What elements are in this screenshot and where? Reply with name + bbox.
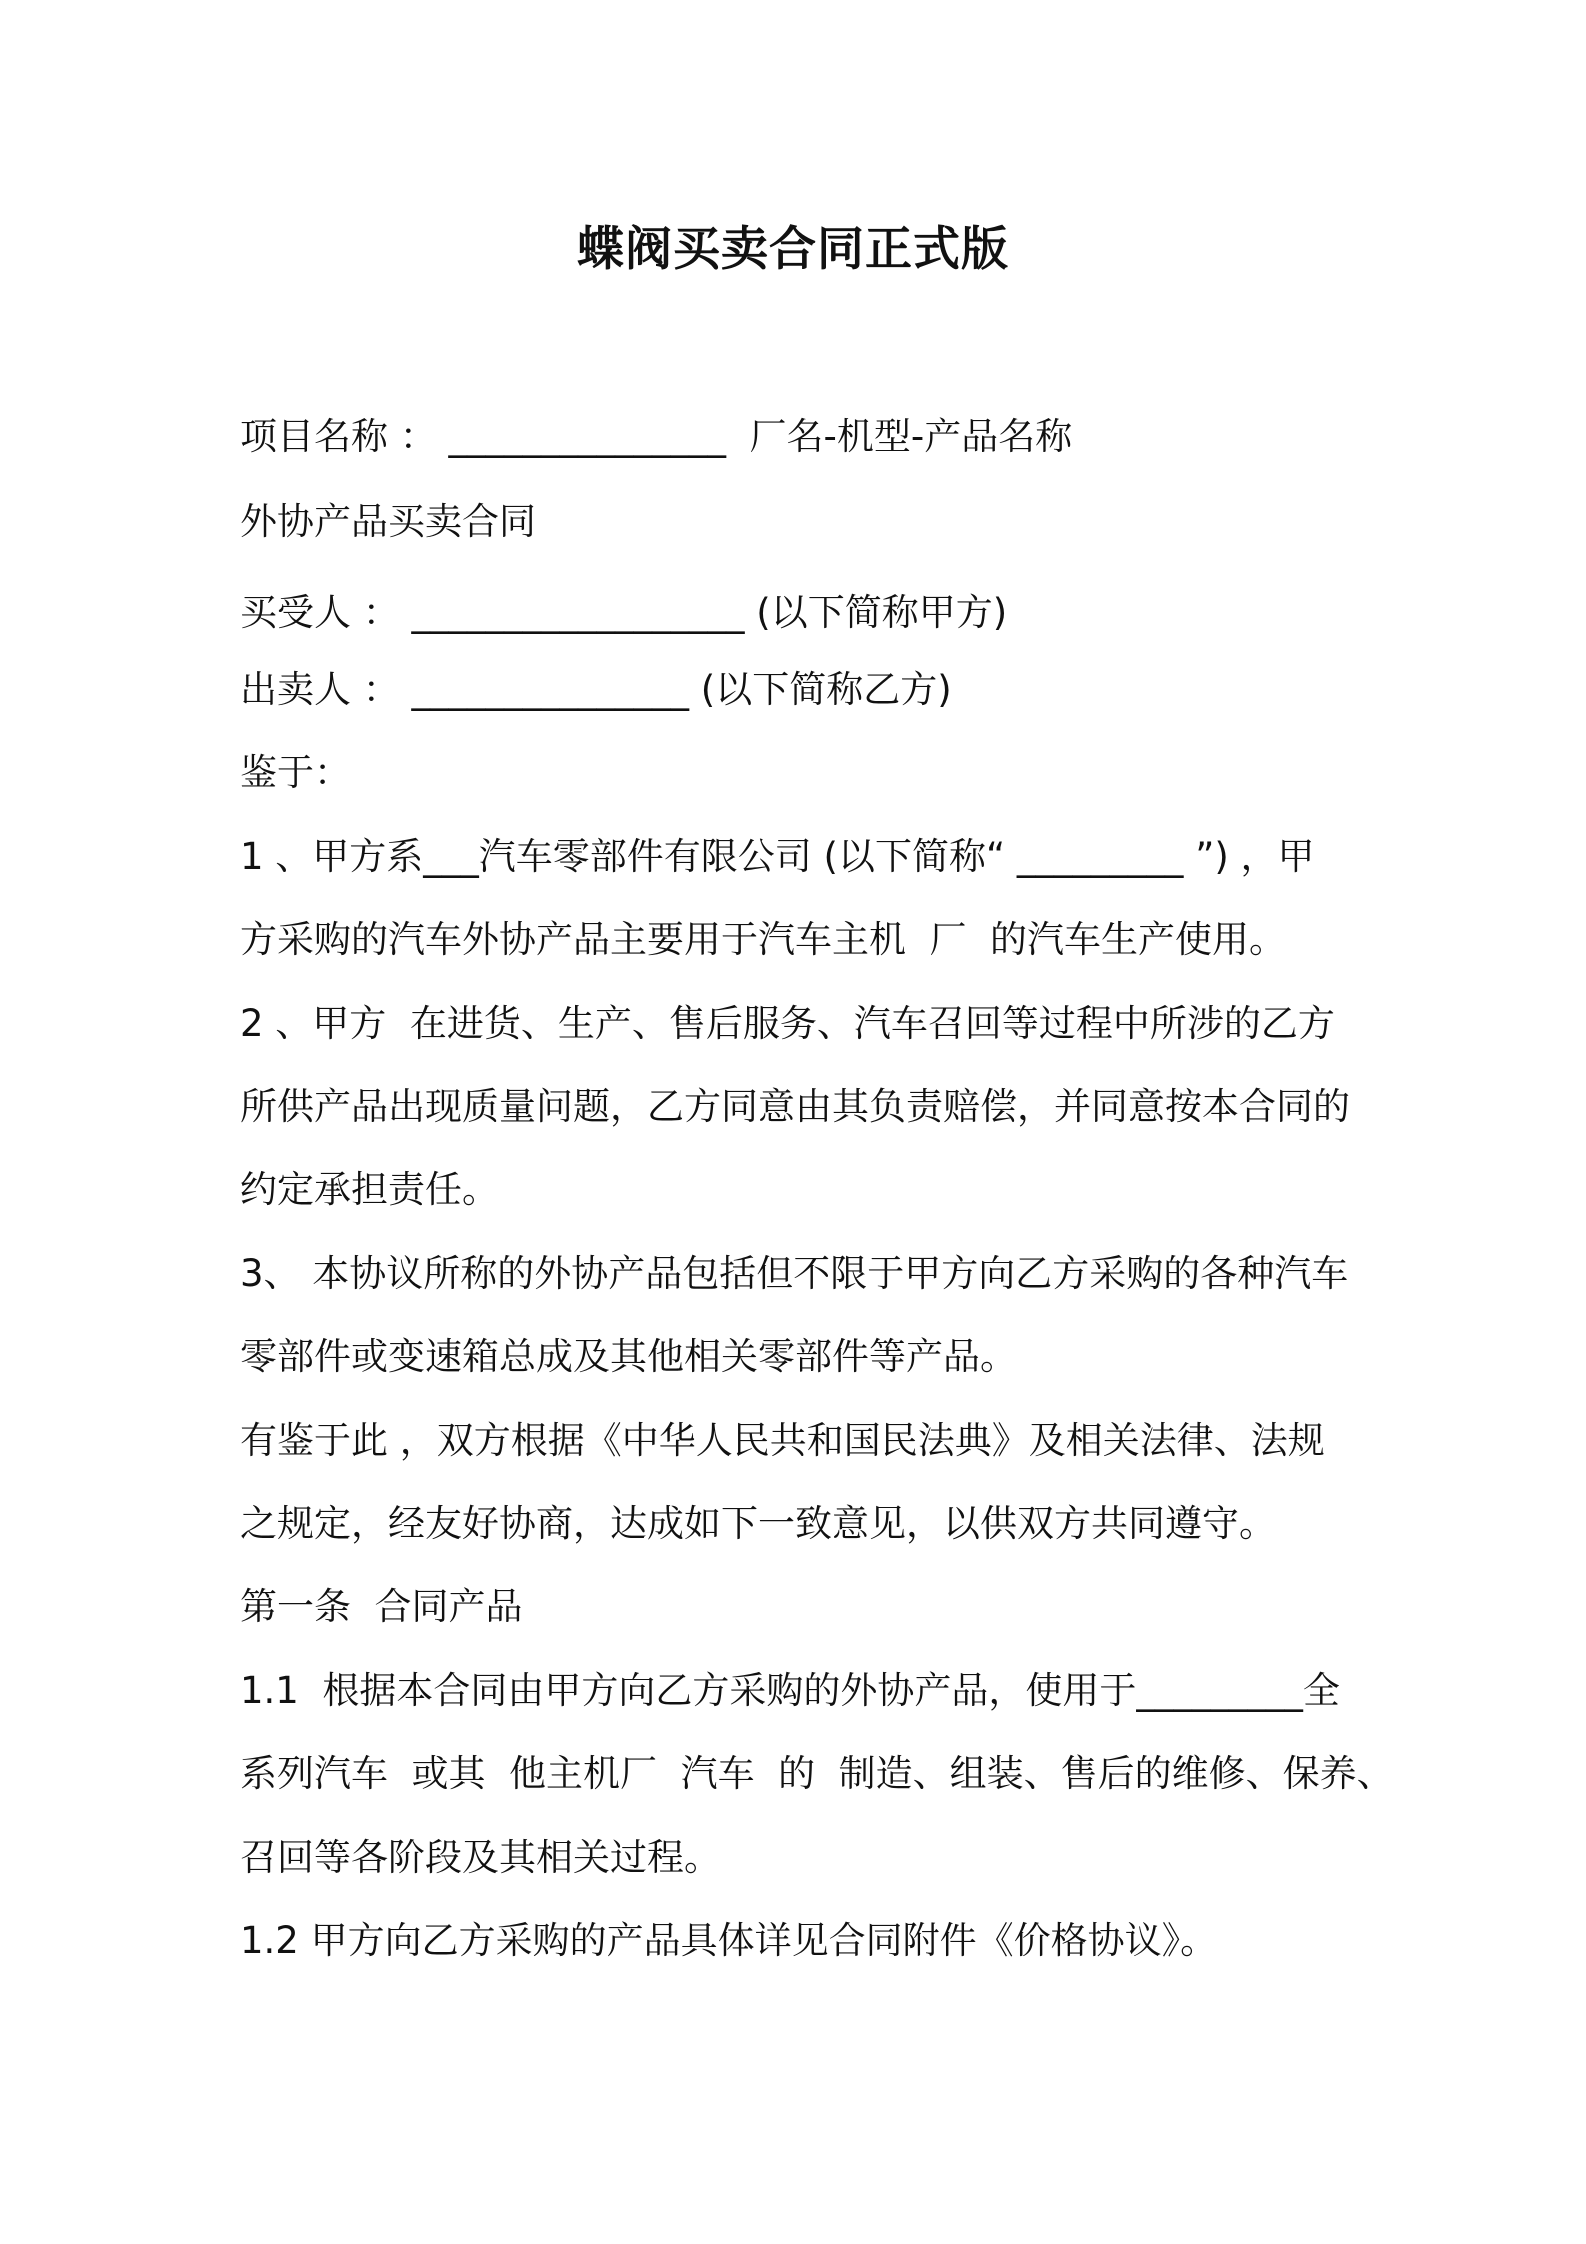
clause-3-line-2: 零部件或变速箱总成及其他相关零部件等产品。 bbox=[240, 1335, 1017, 1378]
clause-1-line-2: 方采购的汽车外协产品主要用于汽车主机 厂 的汽车生产使用。 bbox=[240, 918, 1287, 961]
contract-type-line: 外协产品买卖合同 bbox=[240, 500, 536, 543]
buyer-line: 买受人 ： __________________ (以下简称甲方) bbox=[240, 591, 1008, 634]
article-1-heading: 第一条 合同产品 bbox=[240, 1585, 523, 1628]
whereas-heading: 鉴于： bbox=[240, 751, 351, 794]
project-name-line: 项目名称 ： _______________ 厂名-机型-产品名称 bbox=[240, 415, 1073, 458]
clause-2-line-2: 所供产品出现质量问题，乙方同意由其负责赔偿，并同意按本合同的 bbox=[240, 1085, 1350, 1128]
preamble-line-1: 有鉴于此 ，双方根据《中华人民共和国民法典》及相关法律、法规 bbox=[240, 1419, 1325, 1462]
article-1-1-line-2: 系列汽车 或其 他主机厂 汽车 的 制造、组装、售后的维修、保养、 bbox=[240, 1752, 1394, 1795]
document-title: 蝶阀买卖合同正式版 bbox=[577, 222, 1009, 277]
clause-2-line-1: 2 、甲方 在进货、生产、售后服务、汽车召回等过程中所涉的乙方 bbox=[240, 1002, 1335, 1045]
seller-line: 出卖人 ： _______________ (以下简称乙方) bbox=[240, 668, 952, 711]
clause-2-line-3: 约定承担责任。 bbox=[240, 1168, 499, 1211]
clause-3-line-1: 3、 本协议所称的外协产品包括但不限于甲方向乙方采购的各种汽车 bbox=[240, 1252, 1349, 1295]
clause-1-line-1: 1 、甲方系___汽车零部件有限公司 (以下简称“ _________ ”) ，甲 bbox=[240, 835, 1315, 878]
article-1-2-line: 1.2 甲方向乙方采购的产品具体详见合同附件《价格协议》。 bbox=[240, 1919, 1218, 1962]
article-1-1-line-3: 召回等各阶段及其相关过程。 bbox=[240, 1836, 721, 1879]
preamble-line-2: 之规定，经友好协商，达成如下一致意见，以供双方共同遵守。 bbox=[240, 1502, 1276, 1545]
article-1-1-line-1: 1.1 根据本合同由甲方向乙方采购的外协产品，使用于_________全 bbox=[240, 1669, 1340, 1712]
